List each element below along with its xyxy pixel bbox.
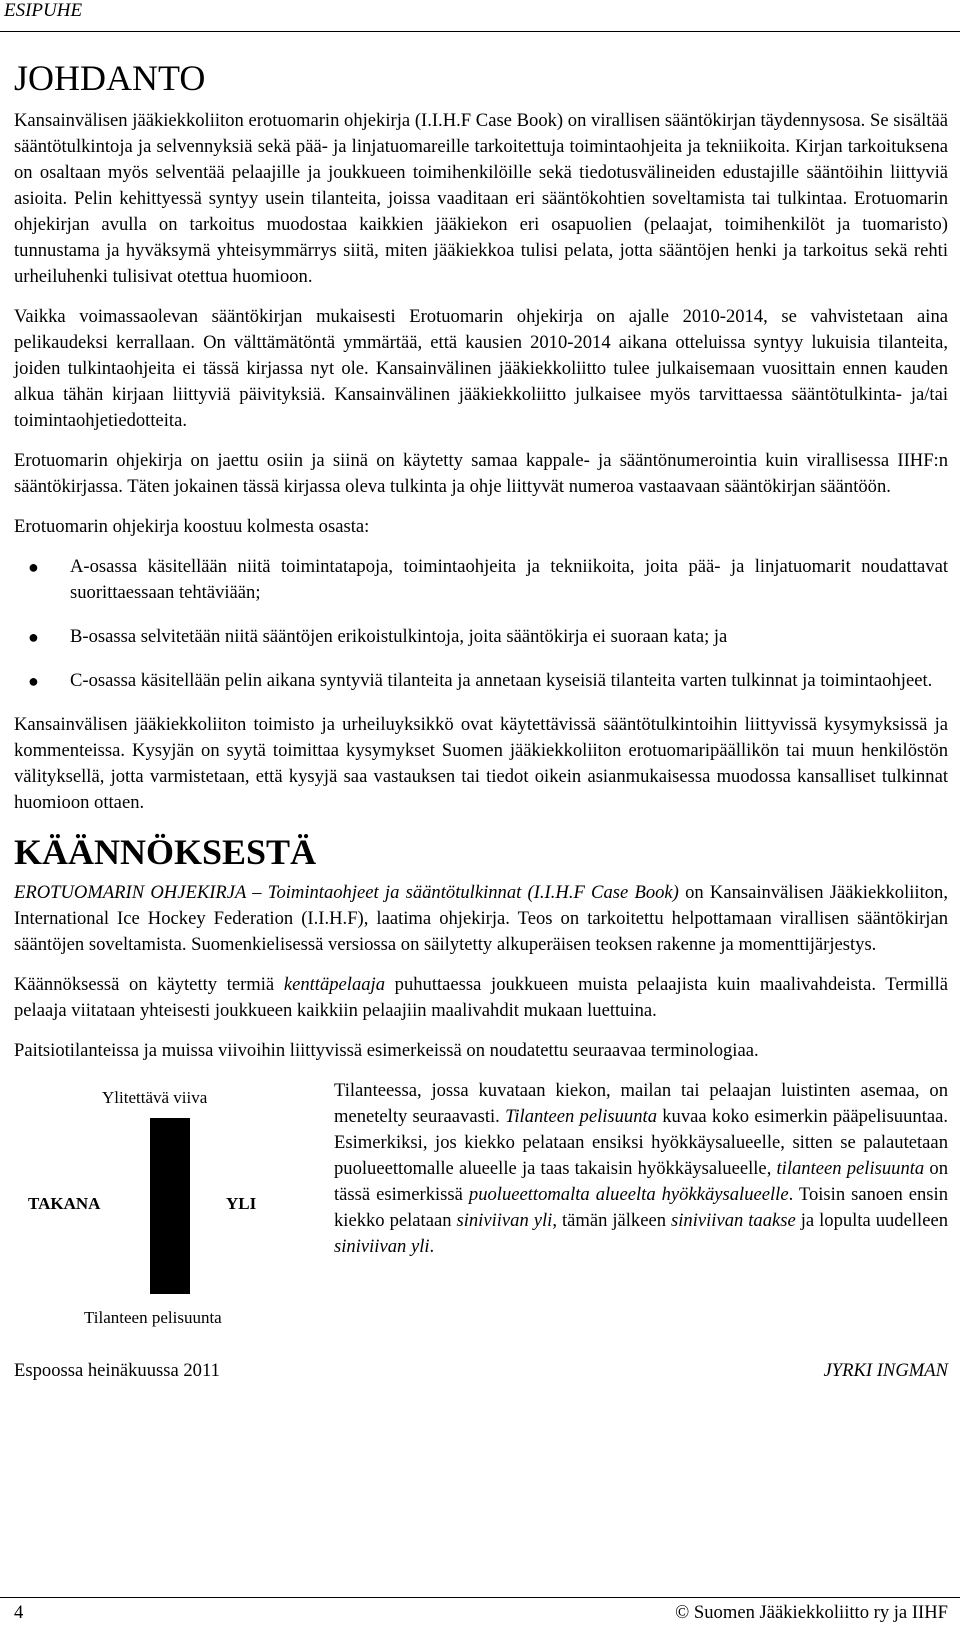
- terminology-paragraph: Tilanteessa, jossa kuvataan kiekon, mailan tai pelaajan luistinten asemaa, on menetelty seuraavasti. Tilanteen pelisuunta kuvaa koko esimerkin pääpelisuuntaa. Esimerkiksi, jos kiekko pelataan ensiksi hyökkäysalueelle, sitten se palautetaan puolueettomalle alueelle ja taas takaisin hyökkäysalueelle, tilanteen pelisuunta on tässä esimerkissä puolueettomalta alueelta hyökkäysalueelle. Toisin sanoen ensin kiekko pelataan siniviivan yli, tämän jälkeen siniviivan taakse ja lopulta uudelleen siniviivan yli.: [334, 1080, 949, 1257]
- footer-divider: [0, 1597, 960, 1598]
- kaannoksesta-paragraph-2: Käännöksessä on käytetty termiä kenttäpelaaja puhuttaessa joukkueen muista pelaajista kuin maalivahdeista. Termillä pelaaja viitataan yhteisesti joukkueen kaikkiin pelaajiin maalivahdit mukaan luettuina.: [14, 974, 948, 1021]
- header-divider: [0, 31, 960, 32]
- diagram-bottom-label: Tilanteen pelisuunta: [84, 1308, 222, 1327]
- bullet-icon: ●: [28, 557, 39, 577]
- list-item: ● B-osassa selvitetään niitä sääntöjen erikoistulkintoja, joita sääntökirja ei suoraan kata; ja: [14, 624, 948, 650]
- johdanto-paragraph-2: Vaikka voimassaolevan sääntökirjan mukaisesti Erotuomarin ohjekirja on ajalle 2010-2014, se vahvistetaan aina pelikaudeksi kerrallaan. On välttämätöntä ymmärtää, että kausien 2010-2014 aikana otteluissa syntyy lukuisia tilanteita, joiden tulkintaohjeita ei tässä kirjassa nyt ole. Kansainvälinen jääkiekkoliitto tulee julkaisemaan vuosittain ennen kauden alkua tähän kirjaan liittyviä päivityksiä. Kansainvälinen jääkiekkoliitto julkaisee myös tarvittaessa sääntötulkinta- ja/tai toimintaohjetiedotteita.: [14, 306, 948, 431]
- diagram-right-label: YLI: [226, 1194, 257, 1213]
- parts-list: [14, 554, 948, 694]
- copyright-text: © Suomen Jääkiekkoliitto ry ja IIHF: [675, 1602, 948, 1623]
- diagram-top-label: Ylitettävä viiva: [102, 1088, 208, 1107]
- johdanto-paragraph-1: Kansainvälisen jääkiekkoliiton erotuomarin ohjekirja (I.I.H.F Case Book) on virallisen sääntökirjan täydennysosa. Se sisältää sääntötulkintoja ja selvennyksiä sekä pää- ja linjatuomareille tarkoitettuja toimintaohjeita ja tekniikoita. Kirjan tarkoituksena on osaltaan myös selventää pelaajille ja joukkueen toimihenkilöille sekä tiedotusvälineiden edustajille sääntöihin liittyviä asioita. Pelin kehittyessä syntyy usein tilanteita, joissa vaaditaan eri sääntökohtien soveltamista tai tulkintaa. Erotuomarin ohjekirjan avulla on tarkoitus muodostaa kaikkien jääkiekon eri osapuolien (pelaajat, toimihenkilöt ja tuomaristo) tunnustama ja hyväksymä yhteisymmärrys siitä, miten jääkiekkoa tulisi pelata, jotta sääntöjen henki ja tarkoitus sekä rehti urheiluhenki tulisivat otettua huomioon.: [14, 110, 948, 287]
- author-name: JYRKI INGMAN: [823, 1360, 948, 1381]
- place-date: Espoossa heinäkuussa 2011: [14, 1360, 220, 1381]
- signature-line: [14, 1360, 948, 1382]
- terminology-block: [14, 1078, 948, 1338]
- diagram-left-label: TAKANA: [28, 1194, 101, 1213]
- bullet-icon: ●: [28, 627, 39, 647]
- terminology-text: [334, 1078, 948, 1338]
- kaannoksesta-paragraph-1: EROTUOMARIN OHJEKIRJA – Toimintaohjeet ja sääntötulkinnat (I.I.H.F Case Book) on Kansainvälisen Jääkiekkoliiton, International Ice Hockey Federation (I.I.H.F), laatima ohjekirja. Teos on tarkoitettu helpottamaan virallisen sääntökirjan sääntöjen soveltamista. Suomenkielisessä versiossa on säilytetty alkuperäisen teoksen rakenne ja momenttijärjestys.: [14, 882, 948, 955]
- line-bar: [150, 1118, 190, 1294]
- johdanto-heading: JOHDANTO: [14, 58, 206, 98]
- page-number: 4: [14, 1602, 24, 1623]
- page-footer: [14, 1602, 948, 1624]
- list-item: ● C-osassa käsitellään pelin aikana syntyviä tilanteita ja annetaan kyseisiä tilanteita varten tulkinnat ja toimintaohjeet.: [14, 668, 948, 694]
- johdanto-paragraph-3: Erotuomarin ohjekirja on jaettu osiin ja siinä on käytetty samaa kappale- ja sääntönumerointia kuin virallisessa IIHF:n sääntökirjassa. Täten jokainen tässä kirjassa oleva tulkinta ja ohje liittyvät numeroa vastaavaan sääntökirjan sääntöön.: [14, 450, 948, 497]
- list-item: ● A-osassa käsitellään niitä toimintatapoja, toimintaohjeita ja tekniikoita, joita pää- ja linjatuomarit noudattavat suorittaessaan tehtäviään;: [28, 556, 948, 603]
- bullet-icon: ●: [28, 671, 39, 691]
- kaannoksesta-paragraph-3: Paitsiotilanteissa ja muissa viivoihin liittyvissä esimerkeissä on noudatettu seuraavaa terminologiaa.: [14, 1040, 759, 1061]
- kaannoksesta-heading: KÄÄNNÖKSESTÄ: [14, 832, 317, 872]
- line-diagram: [14, 1078, 334, 1338]
- section-header-label: ESIPUHE: [4, 0, 83, 21]
- page-content: [14, 56, 948, 1382]
- johdanto-paragraph-4: Erotuomarin ohjekirja koostuu kolmesta osasta:: [14, 516, 370, 537]
- johdanto-paragraph-5: Kansainvälisen jääkiekkoliiton toimisto ja urheiluyksikkö ovat käytettävissä sääntötulkintoihin liittyvissä kysymyksissä ja kommenteissa. Kysyjän on syytä toimittaa kysymykset Suomen jääkiekkoliiton erotuomaripäällikön tai muun henkilöstön välityksellä, jotta varmistetaan, että kysyjä saa vastauksen tai tiedot oikein asianmukaisessa muodossa kansalliset tulkinnat huomioon ottaen.: [14, 714, 948, 813]
